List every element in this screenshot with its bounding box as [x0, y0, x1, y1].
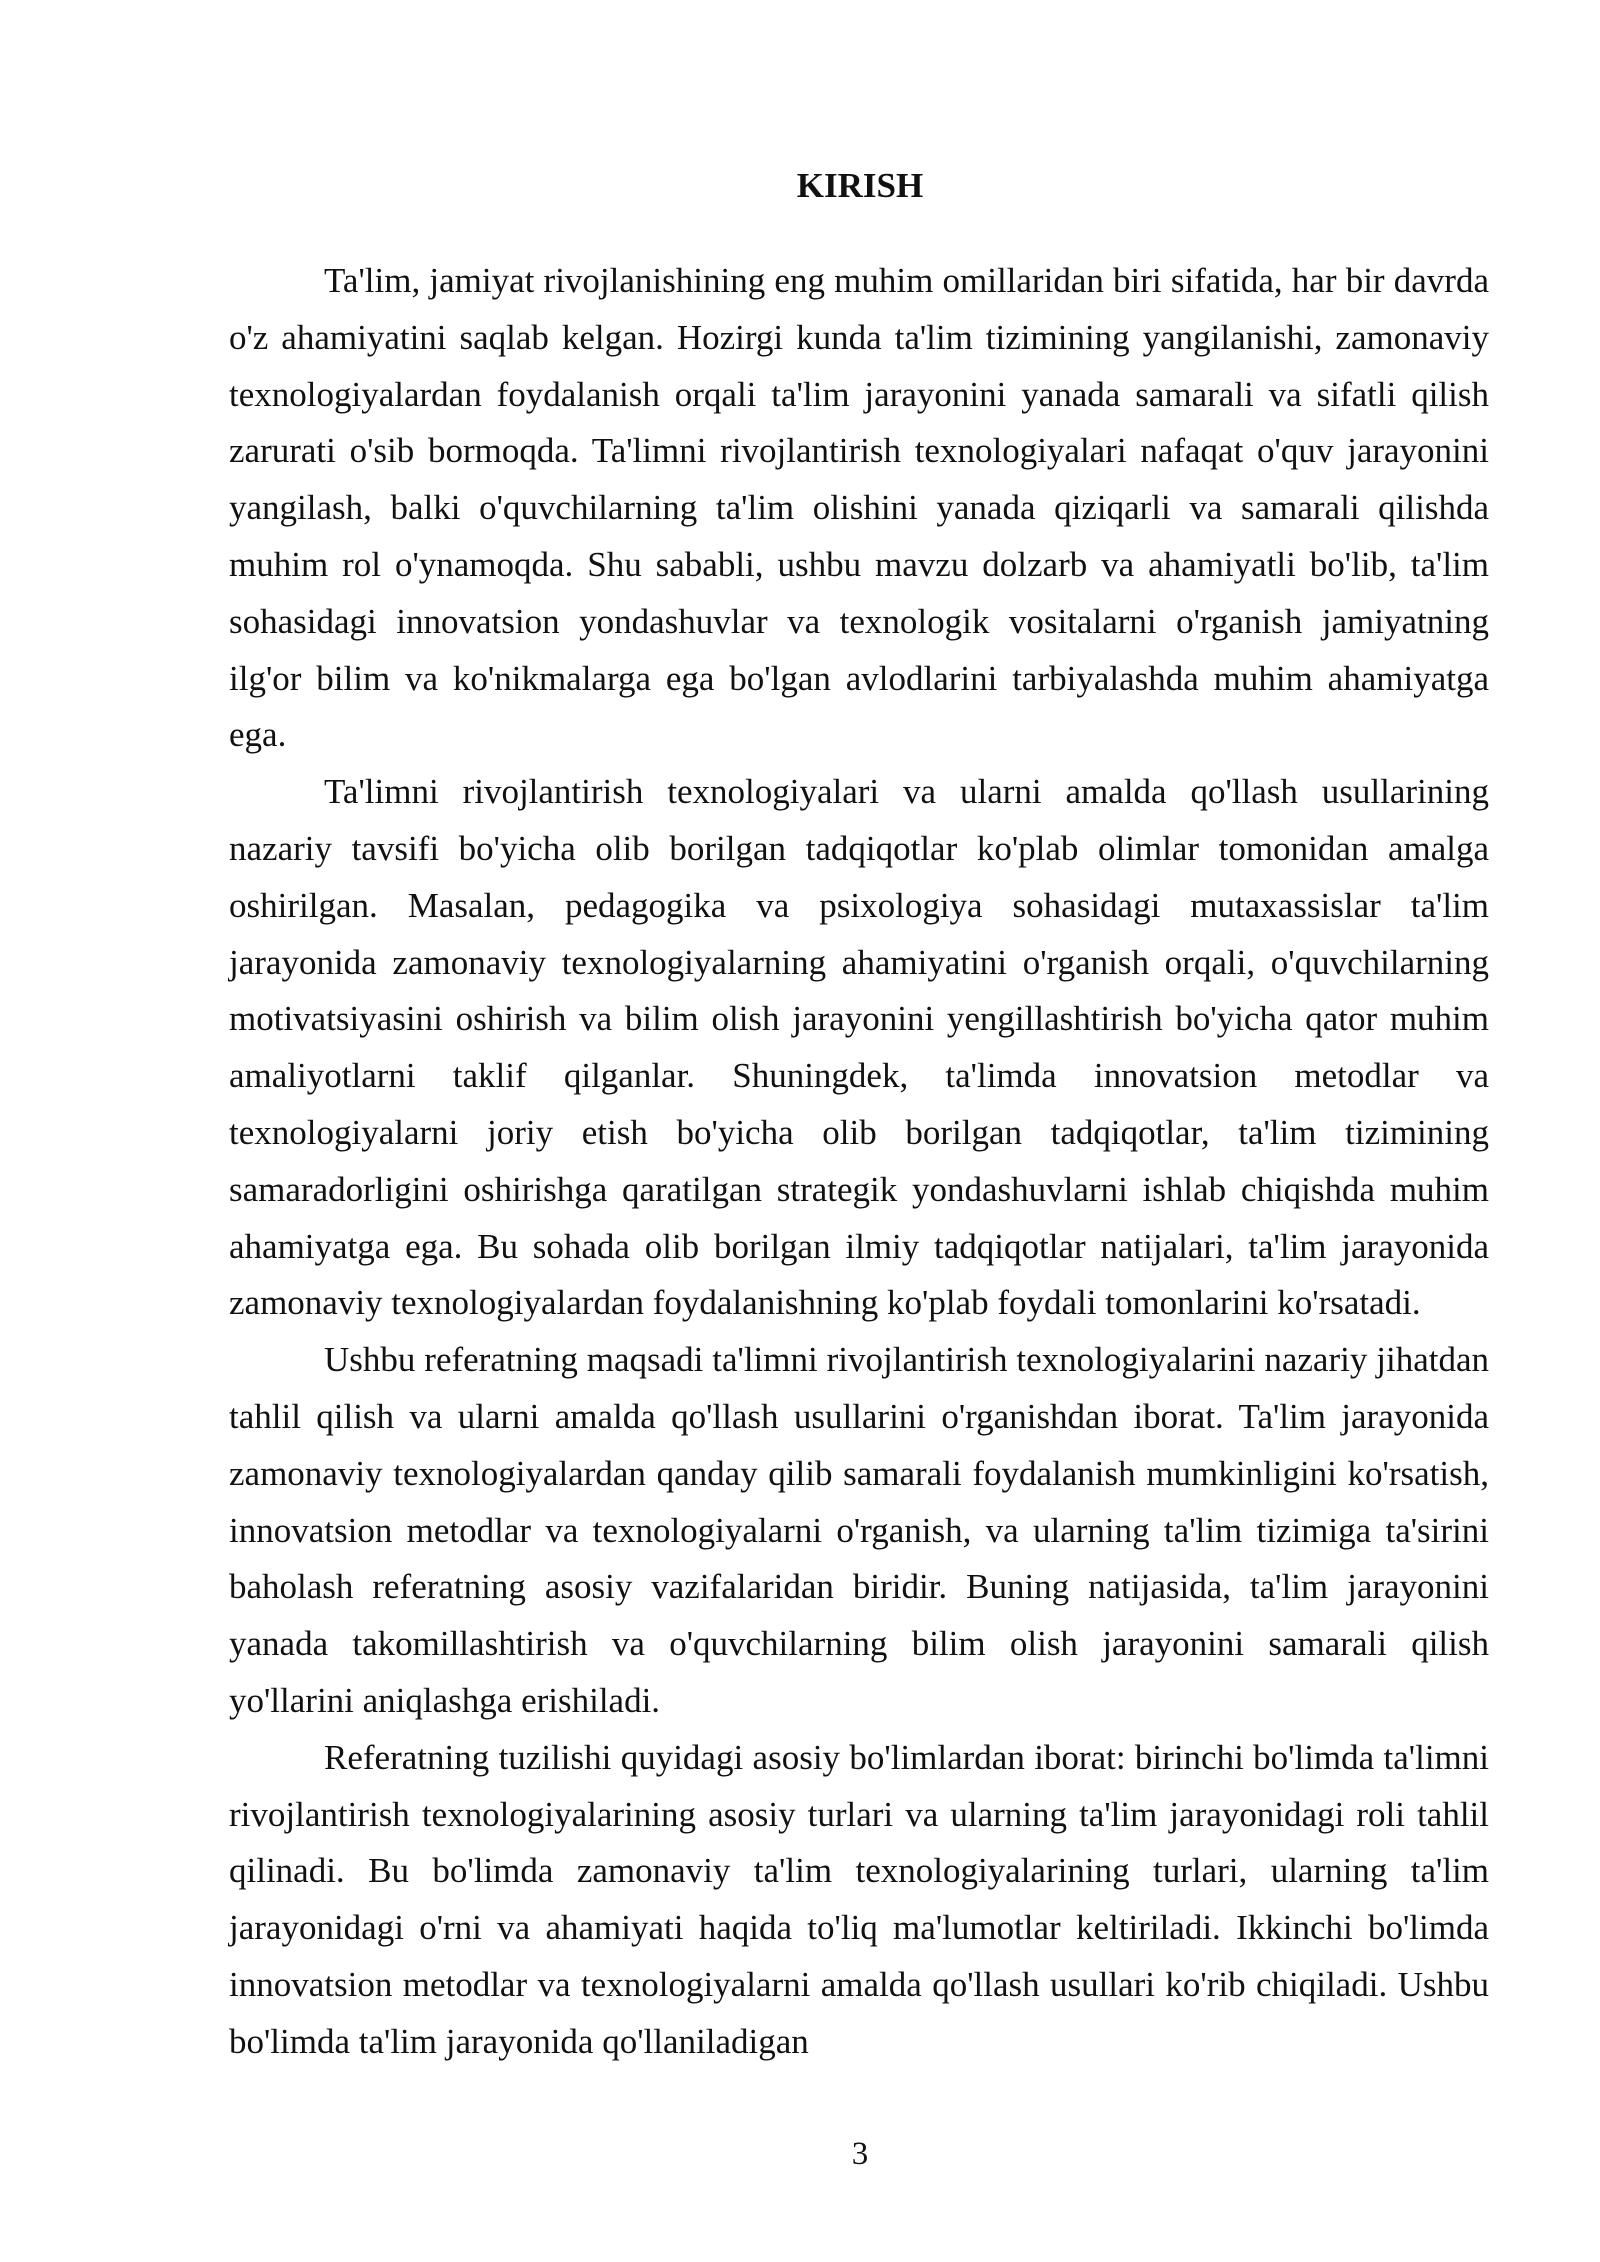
paragraph: Ta'lim, jamiyat rivojlanishining eng muhim omillaridan biri sifatida, har bir davrda o'z ahamiyatini saqlab kelgan. Hozirgi kunda ta'lim tizimining yangilanishi, zamonaviy texnologiyalardan foydalanish orqali ta'lim jarayonini yanada samarali va sifatli qilish zarurati o'sib bormoqda. Ta'limni rivojlantirish texnologiyalari nafaqat o'quv jarayonini yangilash, balki o'quvchilarning ta'lim olishini yanada qiziqarli va samarali qilishda muhim rol o'ynamoqda. Shu sababli, ushbu mavzu dolzarb va ahamiyatli bo'lib, ta'lim sohasidagi innovatsion yondashuvlar va texnologik vositalarni o'rganish jamiyatning ilg'or bilim va ko'nikmalarga ega bo'lgan avlodlarini tarbiyalashda muhim ahamiyatga ega. [229, 261, 1489, 755]
paragraph: Referatning tuzilishi quyidagi asosiy bo'limlardan iborat: birinchi bo'limda ta'limni rivojlantirish texnologiyalarining asosiy turlari va ularning ta'lim jarayonidagi roli tahlil qilinadi. Bu bo'limda zamonaviy ta'lim texnologiyalarining turlari, ularning ta'lim jarayonidagi o'rni va ahamiyati haqida to'liq ma'lumotlar keltiriladi. Ikkinchi bo'limda innovatsion metodlar va texnologiyalarni amalda qo'llash usullari ko'rib chiqiladi. Ushbu bo'limda ta'lim jarayonida qo'llaniladigan [229, 1737, 1489, 2061]
page-number: 3 [851, 2136, 869, 2172]
body-text [229, 253, 1489, 2071]
paragraph: Ushbu referatning maqsadi ta'limni rivojlantirish texnologiyalarini nazariy jihatdan tahlil qilish va ularni amalda qo'llash usullarini o'rganishdan iborat. Ta'lim jarayonida zamonaviy texnologiyalardan qanday qilib samarali foydalanish mumkinligini ko'rsatish, innovatsion metodlar va texnologiyalarni o'rganish, va ularning ta'lim tizimiga ta'sirini baholash referatning asosiy vazifalaridan biridir. Buning natijasida, ta'lim jarayonini yanada takomillashtirish va o'quvchilarning bilim olish jarayonini samarali qilish yo'llarini aniqlashga erishiladi. [229, 1340, 1489, 1720]
section-heading: KIRISH [796, 166, 924, 205]
paragraph: Ta'limni rivojlantirish texnologiyalari va ularni amalda qo'llash usullarining nazariy tavsifi bo'yicha olib borilgan tadqiqotlar ko'plab olimlar tomonidan amalga oshirilgan. Masalan, pedagogika va psixologiya sohasidagi mutaxassislar ta'lim jarayonida zamonaviy texnologiyalarning ahamiyatini o'rganish orqali, o'quvchilarning motivatsiyasini oshirish va bilim olish jarayonini yengillashtirish bo'yicha qator muhim amaliyotlarni taklif qilganlar. Shuningdek, ta'limda innovatsion metodlar va texnologiyalarni joriy etish bo'yicha olib borilgan tadqiqotlar, ta'lim tizimining samaradorligini oshirishga qaratilgan strategik yondashuvlarni ishlab chiqishda muhim ahamiyatga ega. Bu sohada olib borilgan ilmiy tadqiqotlar natijalari, ta'lim jarayonida zamonaviy texnologiyalardan foydalanishning ko'plab foydali tomonlarini ko'rsatadi. [229, 772, 1489, 1323]
